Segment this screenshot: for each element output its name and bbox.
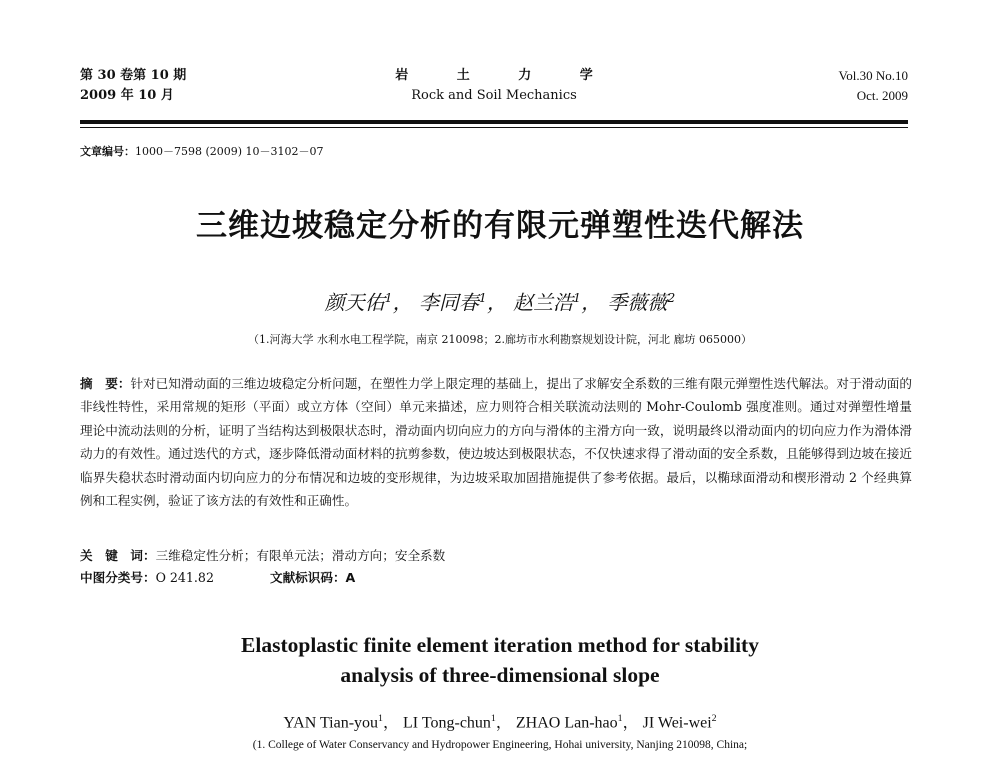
author-cn-name: 季薇薇 — [607, 290, 668, 315]
keywords — [80, 545, 912, 566]
doc-code-label: 文献标识码： — [269, 570, 346, 585]
clc-label: 中图分类号： — [80, 570, 156, 585]
title-en-line2: analysis of three-dimensional slope — [340, 663, 660, 687]
authors-en — [0, 708, 1000, 734]
volume-issue-cn: 第 30 卷第 10 期 — [80, 68, 187, 83]
abstract-label: 摘 要： — [80, 376, 131, 391]
author-cn-sep: ， — [581, 290, 602, 315]
author-cn-name: 颜天佑 — [324, 290, 385, 315]
author-en-name: ZHAO Lan-hao — [515, 714, 618, 732]
author-cn-aff: 1 — [573, 290, 582, 305]
running-header — [80, 66, 908, 110]
author-cn-sep: ， — [392, 290, 413, 315]
article-number-value: 1000－7598 (2009) 10－3102－07 — [135, 145, 324, 158]
author-en-aff: 1 — [490, 713, 496, 724]
author-cn-aff: 1 — [478, 290, 487, 305]
author-en-sep: ， — [495, 714, 512, 732]
author-en-sep: ， — [622, 714, 639, 732]
author-en-sep: ， — [383, 714, 400, 732]
author-en-name: JI Wei-wei — [642, 714, 712, 732]
header-right — [839, 66, 908, 106]
date-cn: 2009 年 10 月 — [80, 88, 174, 103]
journal-title-cn: 岩 土 力 学 — [395, 68, 615, 83]
keywords-label: 关 键 词： — [80, 548, 156, 563]
title-en-line1: Elastoplastic finite element iteration method for stability — [241, 633, 759, 657]
abstract — [80, 372, 912, 512]
affiliation-en: (1. College of Water Conservancy and Hydropower Engineering, Hohai university, Nanjing 210098, China; — [252, 739, 748, 751]
journal-title-en: Rock and Soil Mechanics — [411, 88, 577, 103]
header-rule-thick — [80, 120, 908, 124]
author-cn-sep: ， — [486, 290, 507, 315]
header-rule-thin — [80, 127, 908, 128]
title-en — [0, 630, 1000, 690]
affiliation-cn: （1.河海大学 水利水电工程学院，南京 210098；2.廊坊市水利勘察规划设计院，河北 廊坊 065000） — [248, 333, 752, 346]
author-en-name: YAN Tian-you — [283, 714, 379, 732]
header-center — [80, 66, 908, 106]
title-cn: 三维边坡稳定分析的有限元弹塑性迭代解法 — [196, 208, 804, 244]
author-en-aff: 1 — [617, 713, 623, 724]
author-en-aff: 1 — [378, 713, 383, 724]
volume-issue-en: Vol.30 No.10 — [838, 68, 908, 83]
authors-cn — [0, 284, 1000, 317]
author-cn-aff: 2 — [667, 290, 676, 305]
keywords-text: 三维稳定性分析；有限单元法；滑动方向；安全系数 — [155, 548, 446, 563]
classification — [80, 567, 912, 588]
doc-code-value: A — [345, 570, 356, 585]
author-en-aff: 2 — [711, 713, 717, 724]
article-number-label: 文章编号： — [80, 145, 135, 158]
date-en: Oct. 2009 — [856, 88, 908, 103]
author-en-name: LI Tong-chun — [403, 714, 491, 732]
author-cn-aff: 1 — [384, 290, 393, 305]
author-cn-name: 李同春 — [418, 290, 479, 315]
clc-value: O 241.82 — [155, 570, 214, 585]
author-cn-name: 赵兰浩 — [513, 290, 574, 315]
abstract-text: 针对已知滑动面的三维边坡稳定分析问题，在塑性力学上限定理的基础上，提出了求解安全系数的三维有限元弹塑性迭代解法。对于滑动面的非线性特性，采用常规的矩形（平面）或立方体（空间）单元来描述，应力则符合相关联流动法则的 Mohr-Coulomb 强度准则。通过对弹塑性增量理论中流动法则的分析，证明了当结构达到极限状态时，滑动面内切向应力的方向与滑体的主滑方向一致，说明最终以滑动面内的切向应力作为滑体滑动力的有效性。通过迭代的方式，逐步降低滑动面材料的抗剪参数，使边坡达到极限状态，不仅快速求得了滑动面的安全系数，且能够得到边坡在接近临界失稳状态时滑动面内切向应力的分布情况和边坡的变形规律，为边坡采取加固措施提供了参考依据。最后，以椭球面滑动和楔形滑动 2 个经典算例和工程实例，验证了该方法的有效性和正确性。 — [80, 376, 913, 509]
article-number — [80, 144, 324, 160]
